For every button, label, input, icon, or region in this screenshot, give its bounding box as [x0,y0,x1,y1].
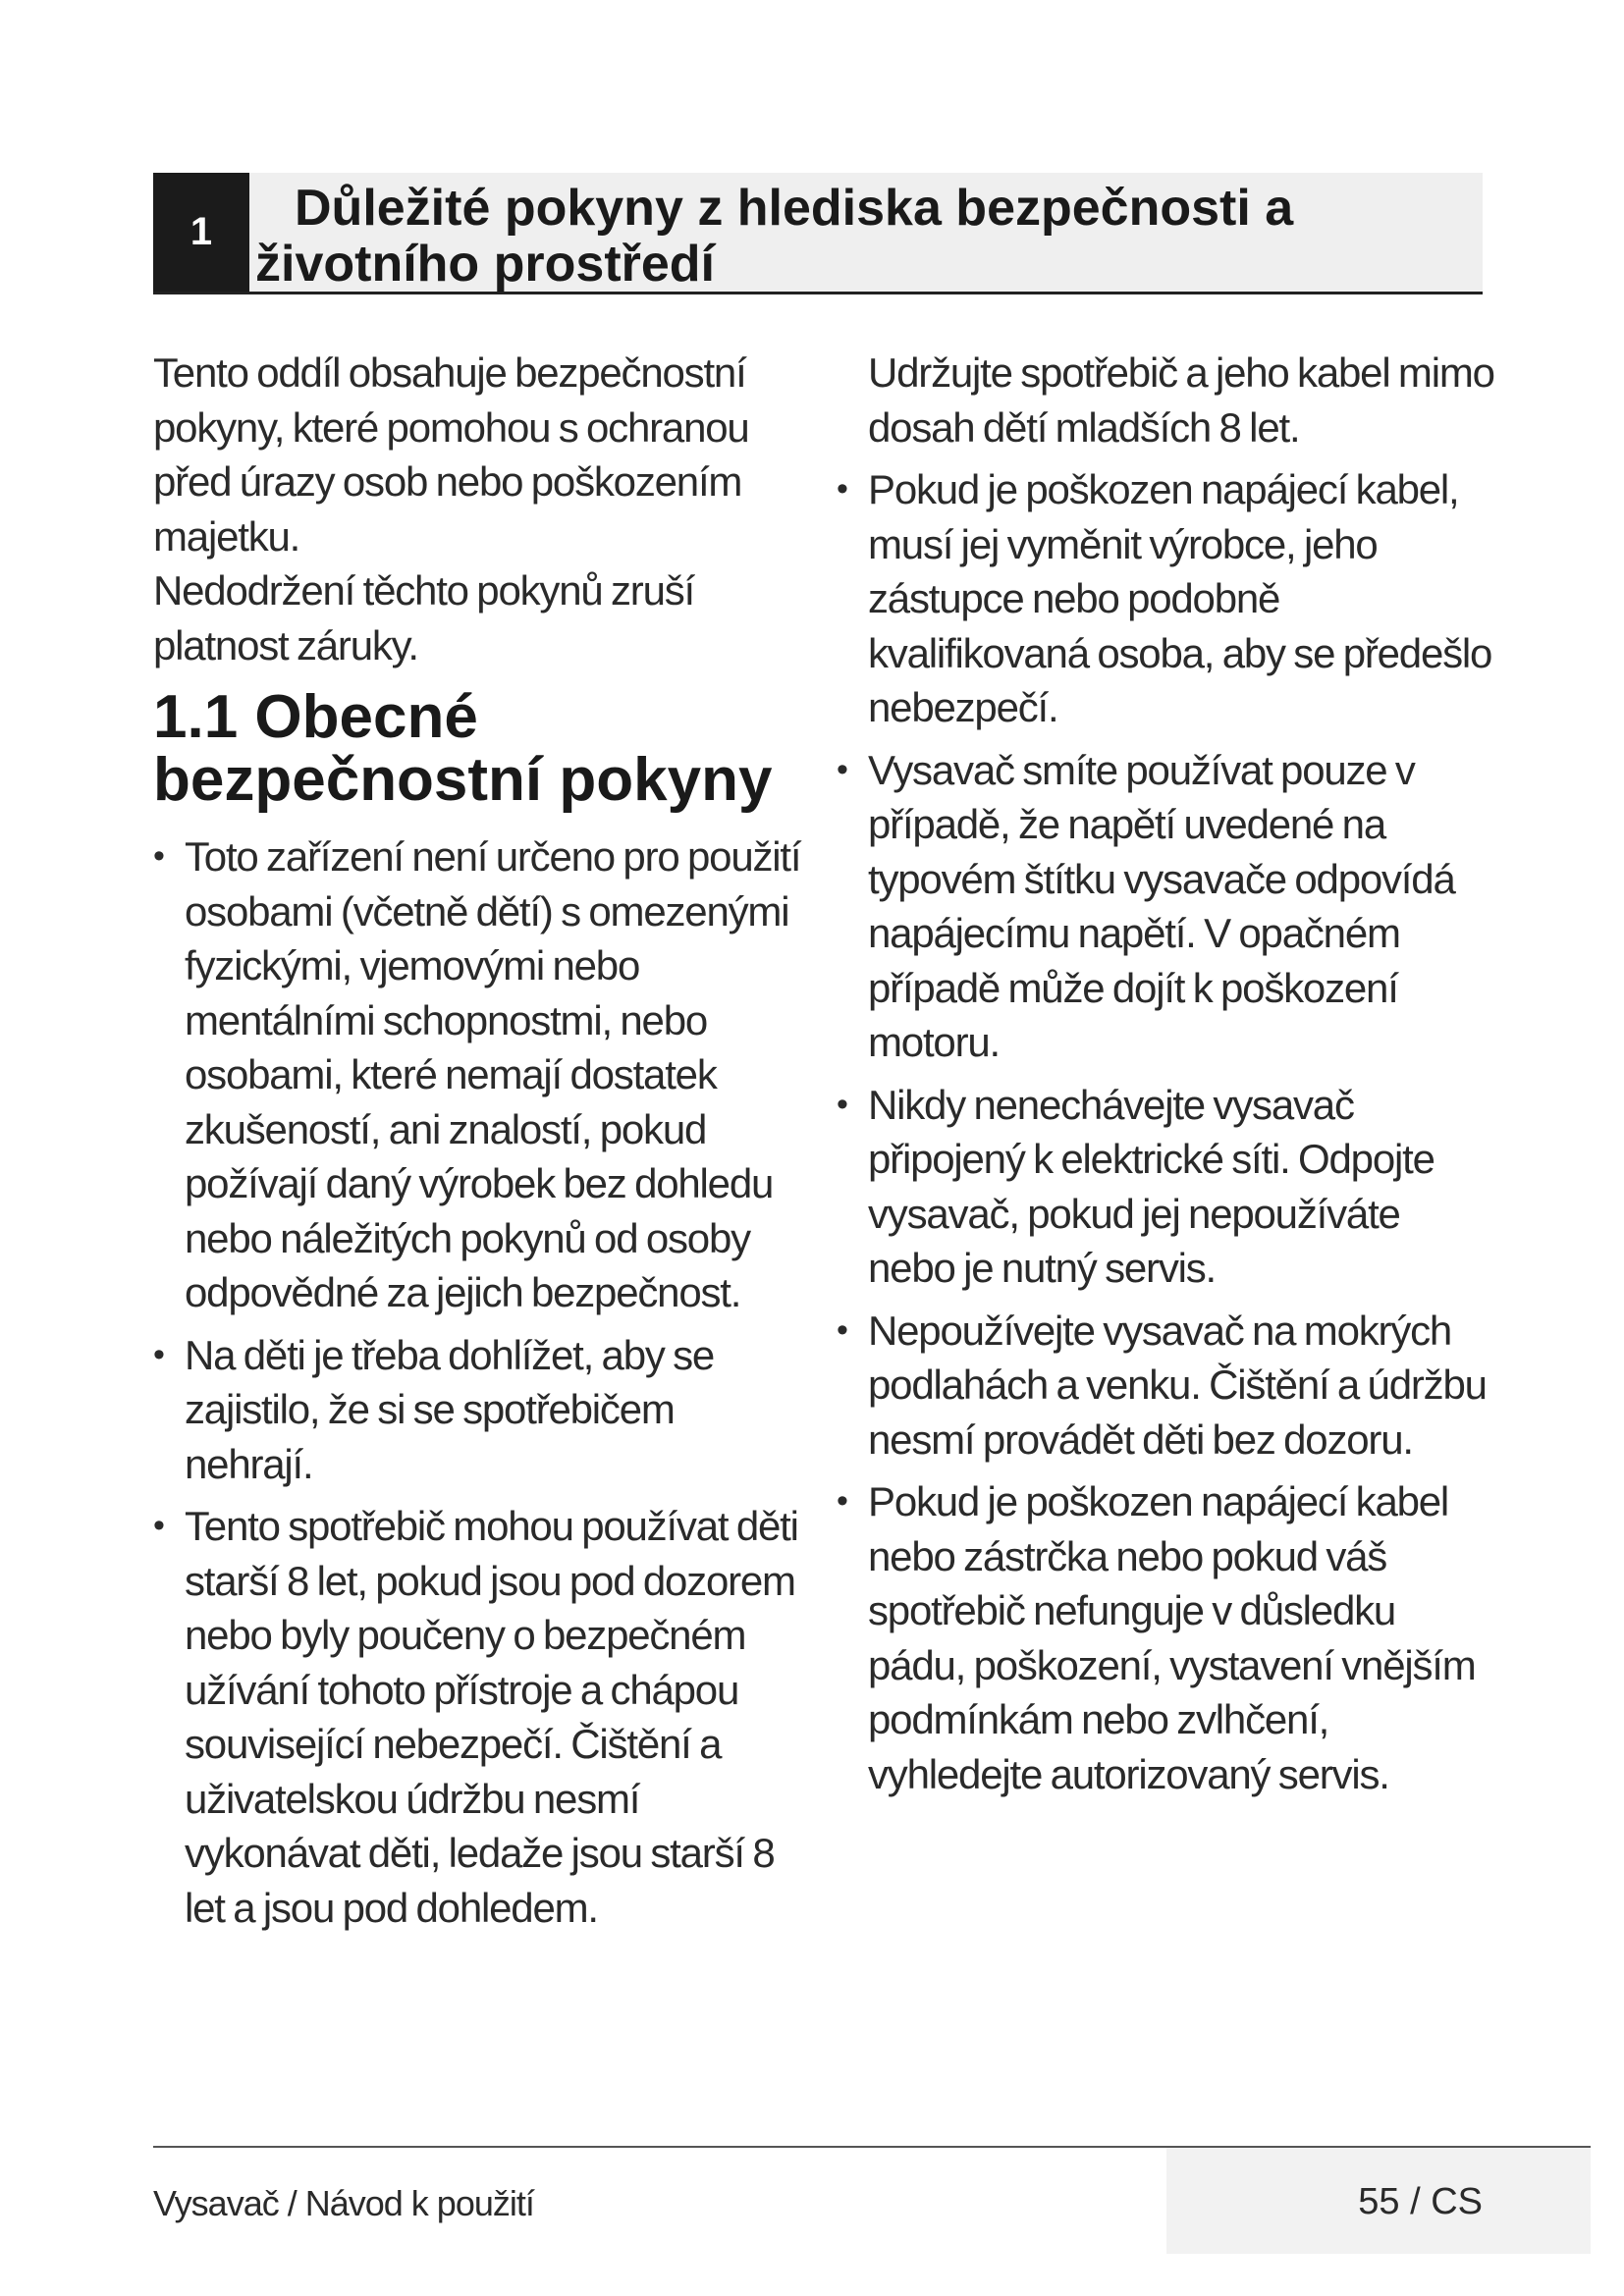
list-item-text: Nikdy nenechávejte vysavač připojený k elektrické síti. Odpojte vysavač, pokud jej nepoužíváte nebo je nutný servis. [868,1081,1435,1291]
list-item-text: Vysavač smíte používat pouze v případě, že napětí uvedené na typovém štítku vysavače odpovídá napájecímu napětí. V opačném případě může dojít k poškození motoru. [868,746,1455,1065]
list-item-text: Tento spotřebič mohou používat děti starší 8 let, pokud jsou pod dozorem nebo byly poučeny o bezpečném užívání tohoto přístroje a chápou související nebezpečí. Čištění a uživatelskou údržbu nesmí vykonávat děti, ledaže jsou starší 8 let a jsou pod dohledem. [185,1503,798,1931]
bullet-icon: • [837,470,847,507]
section-header [153,173,1483,294]
intro-paragraph: Nedodržení těchto pokynů zruší platnost záruky. [153,567,695,668]
list-item-text: Toto zařízení není určeno pro použití osobami (včetně dětí) s omezenými fyzickými, vjemovými nebo mentálními schopnostmi, nebo osobami, které nemají dostatek zkušeností, ani znalostí, pokud požívají daný výrobek bez dohledu nebo náležitých pokynů od osoby odpovědné za jejich bezpečnost. [185,833,801,1315]
left-column [153,346,801,1943]
bullet-list [837,462,1494,1801]
list-item [153,829,801,1320]
list-item-text: Na děti je třeba dohlížet, aby se zajistilo, že si se spotřebičem nehrají. [185,1331,715,1487]
lead-paragraph: Udržujte spotřebič a jeho kabel mimo dosah dětí mladších 8 let. [868,349,1494,451]
footer-document-title: Vysavač / Návod k použití [153,2183,534,2223]
bullet-icon: • [837,750,847,788]
bullet-icon: • [837,1310,847,1349]
bullet-icon: • [153,1335,164,1373]
list-item [837,1078,1494,1296]
intro-paragraph: Tento oddíl obsahuje bezpečnostní pokyny, které pomohou s ochranou před úrazy osob nebo poškozením majetku. [153,349,749,560]
section-number: 1 [153,173,249,292]
list-item-text: Nepoužívejte vysavač na mokrých podlahách a venku. Čištění a údržbu nesmí provádět děti bez dozoru. [868,1307,1487,1463]
bullet-icon: • [837,1482,847,1520]
bullet-icon: • [837,1085,847,1123]
subsection-title: 1.1 Obecné bezpečnostní pokyny [153,683,773,814]
bullet-icon: • [153,1507,164,1544]
section-title: Důležité pokyny z hlediska bezpečnosti a životního prostředí [255,180,1294,293]
intro [153,346,801,672]
list-item [837,743,1494,1070]
list-item [837,1304,1494,1468]
right-column [837,346,1494,1809]
bullet-icon: • [153,837,164,875]
list-item [837,1474,1494,1801]
page-number: 55 / CS [1358,2181,1483,2222]
bullet-list [153,829,801,1935]
list-item-text: Pokud je poškozen napájecí kabel nebo zástrčka nebo pokud váš spotřebič nefunguje v důsledku pádu, poškození, vystavení vnějším podmínkám nebo zvlhčení, vyhledejte autorizovaný servis. [868,1478,1476,1797]
list-item-text: Pokud je poškozen napájecí kabel, musí jej vyměnit výrobce, jeho zástupce nebo podobně kvalifikovaná osoba, aby se předešlo nebezpečí. [868,466,1492,730]
list-item [153,1328,801,1492]
list-item [153,1499,801,1935]
list-item [837,462,1494,735]
